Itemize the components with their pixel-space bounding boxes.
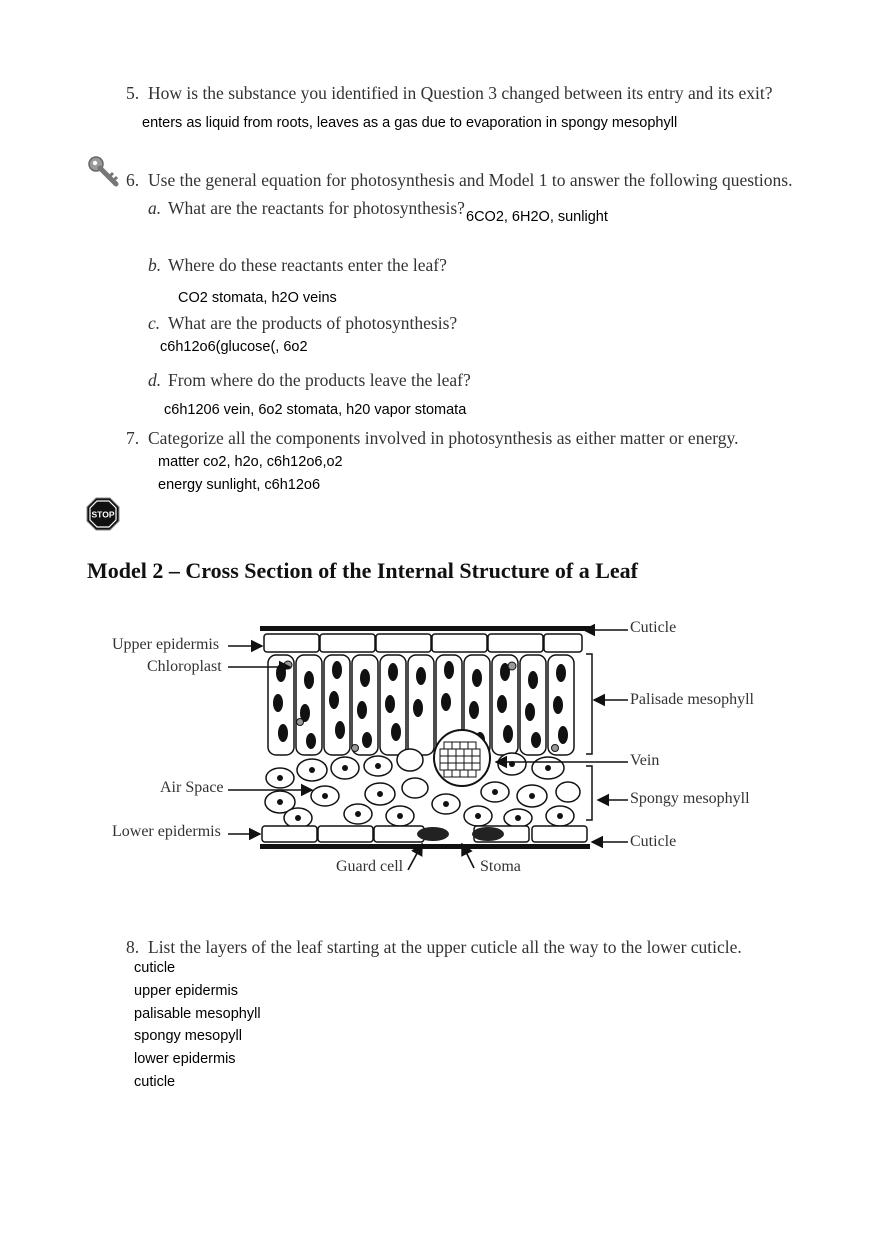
question-5 xyxy=(126,83,773,104)
question-number: 7. xyxy=(126,428,140,448)
key-icon xyxy=(86,154,120,188)
label-spongy-mesophyll: Spongy mesophyll xyxy=(630,790,750,807)
part-letter: d. xyxy=(148,370,162,390)
label-vein: Vein xyxy=(630,752,660,769)
answer-6a[interactable]: 6CO2, 6H2O, sunlight xyxy=(466,209,608,225)
part-text: From where do the products leave the leaf? xyxy=(168,370,471,390)
question-7 xyxy=(126,428,738,449)
question-6 xyxy=(126,170,792,191)
answer-8-layer[interactable]: cuticle xyxy=(134,960,176,976)
answer-7-matter[interactable]: matter co2, h2o, c6h12o6,o2 xyxy=(158,454,343,470)
question-number: 6. xyxy=(126,170,140,190)
question-number: 5. xyxy=(126,83,140,103)
label-arrows xyxy=(200,620,640,870)
label-upper-epidermis: Upper epidermis xyxy=(112,636,220,653)
question-6d xyxy=(148,370,471,391)
question-text: How is the substance you identified in Question 3 changed between its entry and its exit? xyxy=(148,83,773,103)
question-6b xyxy=(148,255,447,276)
question-text: Use the general equation for photosynthesis and Model 1 to answer the following questions. xyxy=(148,170,793,190)
answer-8-layer[interactable]: spongy mesopyll xyxy=(134,1028,242,1044)
question-6c xyxy=(148,313,457,334)
model-2-title: Model 2 – Cross Section of the Internal Structure of a Leaf xyxy=(87,558,638,583)
answer-6d[interactable]: c6h1206 vein, 6o2 stomata, h20 vapor stomata xyxy=(164,402,467,418)
answer-8-layer[interactable]: lower epidermis xyxy=(134,1051,236,1067)
answer-6c[interactable]: c6h12o6(glucose(, 6o2 xyxy=(160,339,308,355)
part-text: What are the products of photosynthesis? xyxy=(168,313,458,333)
question-text: Categorize all the components involved in photosynthesis as either matter or energy. xyxy=(148,428,739,448)
part-letter: a. xyxy=(148,198,162,218)
answer-5[interactable]: enters as liquid from roots, leaves as a gas due to evaporation in spongy mesophyll xyxy=(142,115,678,131)
part-letter: b. xyxy=(148,255,162,275)
label-stoma: Stoma xyxy=(480,858,521,875)
part-text: What are the reactants for photosynthesis? xyxy=(168,198,465,218)
answer-8-layer[interactable]: palisable mesophyll xyxy=(134,1006,261,1022)
label-cuticle-top: Cuticle xyxy=(630,619,677,636)
part-text: Where do these reactants enter the leaf? xyxy=(168,255,447,275)
question-8 xyxy=(126,937,742,958)
label-lower-epidermis: Lower epidermis xyxy=(112,823,221,840)
stop-icon xyxy=(86,497,120,531)
stop-label: STOP xyxy=(91,509,115,520)
label-cuticle-bottom: Cuticle xyxy=(630,833,677,850)
part-letter: c. xyxy=(148,313,161,333)
question-6a xyxy=(148,198,465,219)
question-text: List the layers of the leaf starting at the upper cuticle all the way to the lower cuticle. xyxy=(148,937,742,957)
question-number: 8. xyxy=(126,937,140,957)
label-chloroplast: Chloroplast xyxy=(147,658,222,675)
answer-7-energy[interactable]: energy sunlight, c6h12o6 xyxy=(158,477,321,493)
answer-6b[interactable]: CO2 stomata, h2O veins xyxy=(178,290,337,306)
label-guard-cell: Guard cell xyxy=(336,858,404,875)
label-air-space: Air Space xyxy=(160,779,224,796)
answer-8-layer[interactable]: cuticle xyxy=(134,1074,176,1090)
label-palisade-mesophyll: Palisade mesophyll xyxy=(630,691,754,708)
answer-8-layer[interactable]: upper epidermis xyxy=(134,983,238,999)
